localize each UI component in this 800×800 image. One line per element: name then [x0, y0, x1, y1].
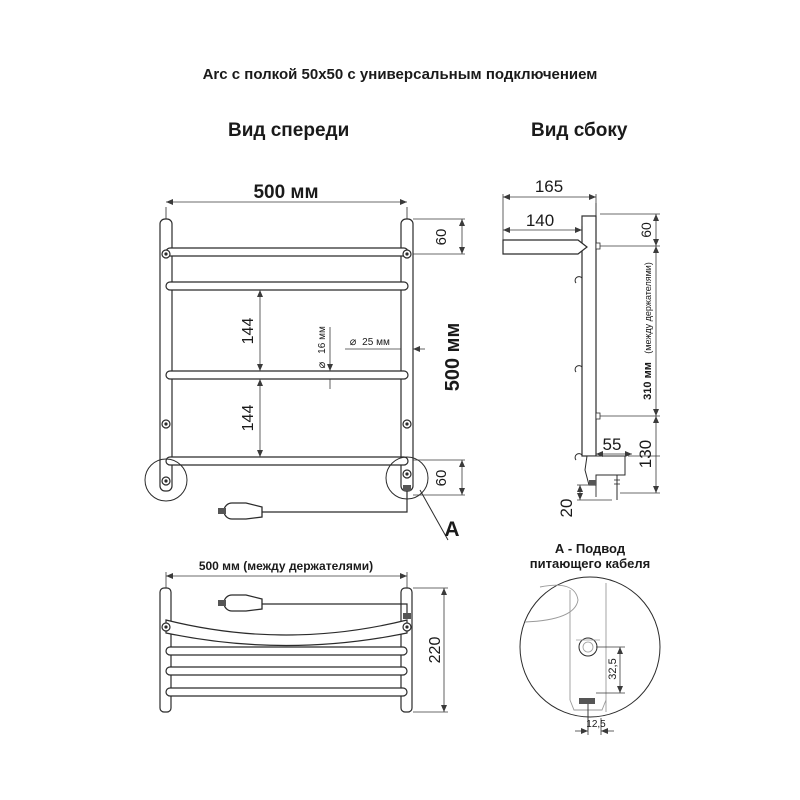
detail-heading-line2: питающего кабеля [529, 556, 651, 571]
dim-side-bottom-depth: 55 [602, 435, 622, 454]
detail-a-view [520, 577, 660, 730]
front-rung-top [166, 248, 408, 256]
dim-front-spacing-lower: 144 [240, 404, 257, 432]
front-rung-bottom [166, 457, 408, 465]
detail-dimension-labels [586, 658, 619, 730]
front-dimension-labels [240, 182, 464, 541]
front-plug-icon [224, 503, 262, 519]
top-view [160, 588, 412, 712]
top-rung-2 [166, 667, 407, 675]
dim-side-bottom-height: 130 [636, 439, 655, 469]
dim-detail-offset: 12,5 [586, 719, 606, 730]
dim-side-top-offset: 60 [638, 222, 654, 238]
dim-front-top-offset: 60 [433, 228, 450, 246]
detail-heading-line1: А - Подвод [554, 541, 626, 556]
top-power-cable [262, 604, 407, 613]
dim-detail-height: 32,5 [607, 658, 619, 680]
dim-top-depth: 220 [427, 636, 444, 664]
front-view-heading: Вид спереди [228, 120, 350, 141]
side-view [503, 203, 625, 500]
diameter-symbol-post: ⌀ [349, 336, 357, 348]
dim-side-depth-shelf: 140 [525, 211, 555, 230]
dim-front-spacing-upper: 144 [240, 317, 257, 345]
diameter-symbol-rung: ⌀ [316, 361, 328, 369]
side-view-heading: Вид сбоку [531, 120, 628, 141]
top-shelf-arc [166, 620, 407, 646]
top-rung-1 [166, 647, 407, 655]
front-dimensions [166, 202, 465, 495]
callout-a-label: А [444, 518, 460, 541]
dim-side-holder-spacing: 310 мм (между держателями) [642, 262, 654, 400]
dim-front-bottom-offset: 60 [433, 469, 450, 487]
top-rung-3 [166, 688, 407, 696]
drawing-title: Arc с полкой 50x50 с универсальным подключением [202, 66, 598, 83]
front-right-post [401, 219, 413, 491]
dim-rung-diameter: 16 мм [317, 326, 328, 354]
dim-top-width: 500 мм (между держателями) [198, 559, 374, 573]
dim-post-diameter: 25 мм [362, 337, 390, 348]
front-rung-2 [166, 282, 408, 290]
front-left-post [160, 219, 172, 491]
dim-side-cable-height: 20 [557, 498, 576, 518]
front-power-cable [262, 491, 407, 512]
side-shelf [503, 240, 587, 254]
dim-front-height: 500 мм [442, 322, 464, 392]
side-post [582, 216, 596, 456]
dim-side-depth-total: 165 [534, 177, 564, 196]
front-view [145, 207, 448, 540]
front-rung-3 [166, 371, 408, 379]
detail-a-circle [520, 577, 660, 717]
dim-front-width: 500 мм [253, 182, 319, 203]
top-plug-icon [224, 595, 262, 611]
